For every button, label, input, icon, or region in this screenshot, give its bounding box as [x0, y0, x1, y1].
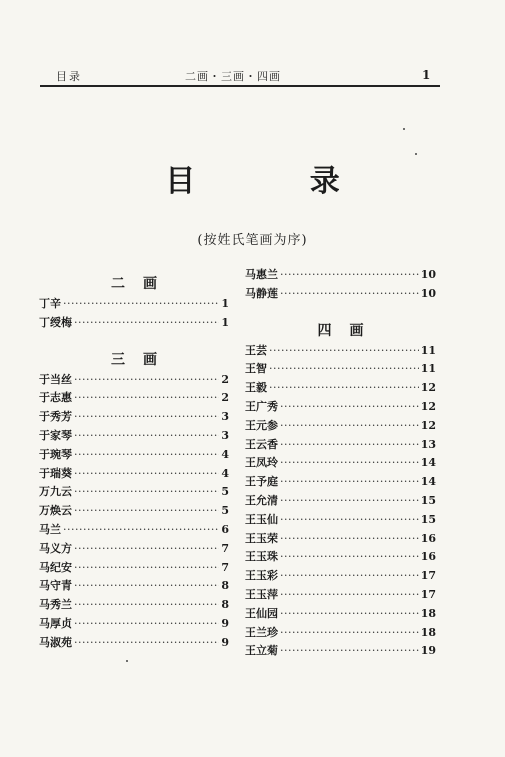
- toc-entry-page: 18: [420, 625, 436, 639]
- toc-entry-name: 于瑞葵: [39, 466, 72, 480]
- toc-leader-dots: [74, 427, 219, 446]
- toc-leader-dots: [280, 624, 419, 643]
- paper-speck: [126, 660, 128, 662]
- toc-entry-name: 马厚贞: [39, 616, 72, 630]
- toc-leader-dots: [269, 379, 419, 398]
- toc-entry: [245, 379, 436, 398]
- toc-entry-name: 王玉荣: [245, 531, 278, 545]
- toc-entry-name: 王云香: [245, 437, 278, 451]
- toc-leader-dots: [63, 295, 219, 314]
- toc-entry-name: 于当丝: [39, 372, 72, 386]
- toc-leader-dots: [280, 398, 419, 417]
- toc-entry: [39, 427, 229, 446]
- section-heading-er-hua: [39, 271, 229, 295]
- toc-entry: [245, 436, 436, 455]
- toc-entry: [39, 465, 229, 484]
- page-subtitle: (按姓氏笔画为序): [197, 233, 308, 248]
- toc-entry-page: 7: [221, 541, 229, 555]
- toc-entry-page: 9: [221, 616, 229, 630]
- toc-entry-name: 于秀芳: [39, 410, 72, 424]
- toc-leader-dots: [280, 530, 419, 549]
- toc-entry-name: 马惠兰: [245, 268, 278, 281]
- toc-entry-page: 11: [420, 343, 436, 357]
- toc-entry: [245, 342, 436, 361]
- toc-entry-name: 王元参: [245, 418, 278, 432]
- toc-leader-dots: [280, 454, 419, 473]
- toc-entry-name: 马兰: [39, 522, 61, 536]
- toc-entry-name: 王芸: [245, 343, 267, 357]
- toc-leader-dots: [280, 567, 419, 586]
- paper-speck: [403, 128, 405, 130]
- toc-list-san-hua-continued: [245, 266, 436, 304]
- toc-entry: [245, 266, 436, 285]
- toc-column-left: [39, 271, 229, 653]
- toc-leader-dots: [74, 615, 219, 634]
- toc-entry-name: 王智: [245, 362, 267, 376]
- toc-entry-name: 王玉仙: [245, 512, 278, 526]
- toc-leader-dots: [269, 342, 419, 361]
- toc-entry-page: 12: [420, 381, 436, 395]
- toc-entry: [245, 398, 436, 417]
- toc-entry: [245, 473, 436, 492]
- toc-leader-dots: [280, 266, 419, 285]
- toc-leader-dots: [74, 502, 219, 521]
- toc-entry-name: 马守青: [39, 579, 72, 593]
- toc-list-si-hua: [245, 342, 436, 662]
- toc-entry-page: 13: [420, 437, 436, 451]
- toc-entry-name: 王玉彩: [245, 569, 278, 583]
- toc-leader-dots: [280, 642, 419, 661]
- toc-leader-dots: [280, 511, 419, 530]
- toc-entry-page: 15: [420, 512, 436, 526]
- toc-entry-name: 王凤玲: [245, 456, 278, 470]
- toc-entry-page: 18: [420, 606, 436, 620]
- toc-entry: [39, 371, 229, 390]
- toc-leader-dots: [74, 314, 219, 333]
- toc-entry: [39, 521, 229, 540]
- toc-entry-name: 王允清: [245, 493, 278, 507]
- toc-entry: [245, 605, 436, 624]
- toc-entry-name: 马纪安: [39, 560, 72, 574]
- toc-entry-page: 19: [420, 644, 436, 658]
- toc-leader-dots: [280, 586, 419, 605]
- toc-leader-dots: [280, 436, 419, 455]
- section-heading-char: 画: [143, 276, 157, 292]
- toc-entry-page: 6: [221, 522, 229, 536]
- toc-entry-name: 王毅: [245, 381, 267, 395]
- toc-leader-dots: [280, 417, 419, 436]
- toc-entry-page: 4: [221, 447, 229, 461]
- toc-entry: [245, 285, 436, 304]
- toc-entry-page: 14: [420, 456, 436, 470]
- toc-entry: [39, 314, 229, 333]
- toc-entry-page: 1: [221, 315, 229, 329]
- paper-speck: [415, 153, 417, 155]
- toc-entry-name: 王玉珠: [245, 550, 278, 564]
- toc-entry: [39, 446, 229, 465]
- toc-entry-name: 丁辛: [39, 297, 61, 310]
- toc-list-san-hua: [39, 371, 229, 653]
- toc-entry-page: 2: [221, 372, 229, 386]
- toc-entry-page: 12: [420, 418, 436, 432]
- toc-entry-name: 王仙园: [245, 606, 278, 620]
- toc-entry: [245, 567, 436, 586]
- toc-entry-page: 12: [420, 399, 436, 413]
- running-header-left: 目录: [56, 70, 82, 83]
- toc-entry-page: 3: [221, 410, 229, 424]
- toc-leader-dots: [74, 446, 219, 465]
- toc-entry: [245, 511, 436, 530]
- toc-entry-name: 王广秀: [245, 399, 278, 413]
- section-heading-san-hua: [39, 347, 229, 371]
- section-heading-char: 二: [111, 276, 125, 292]
- toc-entry: [39, 408, 229, 427]
- toc-leader-dots: [74, 634, 219, 653]
- toc-entry-page: 9: [221, 635, 229, 649]
- toc-leader-dots: [280, 492, 419, 511]
- section-heading-char: 四: [317, 322, 332, 339]
- toc-leader-dots: [280, 473, 419, 492]
- toc-entry: [245, 492, 436, 511]
- toc-entry-name: 马秀兰: [39, 598, 72, 612]
- toc-entry: [39, 483, 229, 502]
- toc-entry-name: 王兰珍: [245, 625, 278, 639]
- toc-entry-name: 王玉萍: [245, 587, 278, 601]
- toc-entry: [39, 389, 229, 408]
- toc-entry-name: 马淑苑: [39, 635, 72, 649]
- toc-column-right: [245, 266, 436, 661]
- toc-entry-page: 3: [221, 428, 229, 442]
- toc-entry-name: 万九云: [39, 485, 72, 499]
- toc-leader-dots: [74, 465, 219, 484]
- toc-leader-dots: [280, 285, 419, 304]
- toc-entry-name: 马静莲: [245, 286, 278, 300]
- toc-leader-dots: [74, 596, 219, 615]
- toc-entry: [39, 596, 229, 615]
- toc-entry: [245, 454, 436, 473]
- toc-entry: [39, 634, 229, 653]
- toc-entry-name: 于志惠: [39, 391, 72, 405]
- toc-entry: [39, 502, 229, 521]
- toc-entry-name: 丁绶梅: [39, 315, 72, 329]
- running-header-center: 二画・三画・四画: [185, 70, 281, 83]
- page-title: 目 录: [165, 164, 392, 199]
- toc-leader-dots: [74, 371, 219, 390]
- toc-entry-page: 17: [420, 587, 436, 601]
- toc-entry-page: 8: [221, 579, 229, 593]
- toc-entry-name: 于琬琴: [39, 447, 72, 461]
- toc-entry: [245, 548, 436, 567]
- toc-entry: [39, 577, 229, 596]
- toc-entry-page: 7: [221, 560, 229, 574]
- toc-entry-page: 16: [420, 531, 436, 545]
- toc-entry: [245, 530, 436, 549]
- toc-entry: [39, 559, 229, 578]
- toc-leader-dots: [74, 408, 219, 427]
- toc-entry-page: 8: [221, 598, 229, 612]
- toc-entry: [39, 615, 229, 634]
- toc-entry: [245, 586, 436, 605]
- section-heading-char: 三: [111, 351, 125, 368]
- section-heading-char: 画: [349, 322, 364, 339]
- toc-leader-dots: [74, 483, 219, 502]
- section-heading-char: 画: [143, 351, 157, 368]
- toc-entry: [245, 642, 436, 661]
- toc-entry-page: 4: [221, 466, 229, 480]
- toc-entry: [245, 624, 436, 643]
- toc-entry: [245, 360, 436, 379]
- toc-leader-dots: [74, 540, 219, 559]
- toc-entry-page: 11: [420, 362, 436, 376]
- toc-leader-dots: [63, 521, 219, 540]
- toc-entry-page: 15: [420, 493, 436, 507]
- toc-leader-dots: [280, 605, 419, 624]
- toc-leader-dots: [74, 389, 219, 408]
- toc-leader-dots: [269, 360, 419, 379]
- page-number: 1: [422, 68, 431, 82]
- section-heading-si-hua: [245, 318, 436, 342]
- header-rule: [40, 85, 440, 87]
- toc-entry-page: 16: [420, 550, 436, 564]
- toc-entry: [245, 417, 436, 436]
- toc-entry-page: 5: [221, 504, 229, 518]
- toc-entry-page: 17: [420, 569, 436, 583]
- toc-entry-page: 1: [221, 297, 229, 310]
- toc-entry-name: 万焕云: [39, 504, 72, 518]
- toc-entry: [39, 295, 229, 314]
- toc-entry: [39, 540, 229, 559]
- toc-entry-page: 10: [420, 268, 436, 281]
- toc-entry-name: 马义方: [39, 541, 72, 555]
- toc-entry-page: 10: [420, 286, 436, 300]
- toc-leader-dots: [74, 559, 219, 578]
- toc-entry-page: 14: [420, 475, 436, 489]
- toc-list-er-hua: [39, 295, 229, 333]
- toc-entry-name: 于家琴: [39, 428, 72, 442]
- toc-entry-name: 王立菊: [245, 644, 278, 658]
- toc-leader-dots: [280, 548, 419, 567]
- toc-entry-name: 王予庭: [245, 475, 278, 489]
- toc-entry-page: 2: [221, 391, 229, 405]
- toc-entry-page: 5: [221, 485, 229, 499]
- toc-leader-dots: [74, 577, 219, 596]
